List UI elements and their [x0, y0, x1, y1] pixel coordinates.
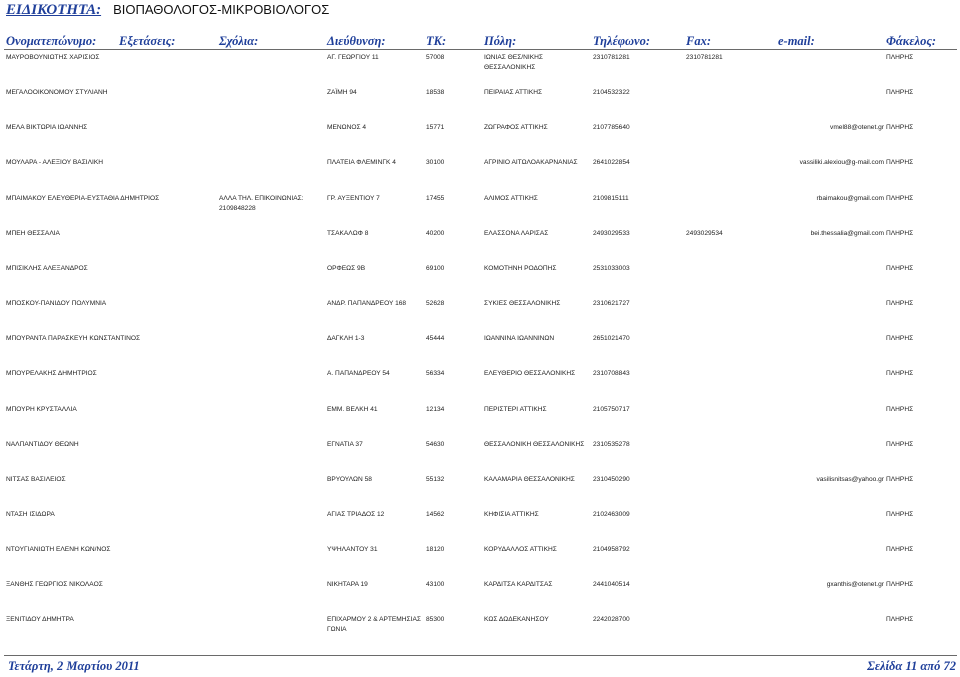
cell-folder: ΠΛΗΡΗΣ: [886, 229, 914, 237]
cell-email: vasilisnitsas@yahoo.gr: [816, 475, 884, 483]
footer-date: Τετάρτη, 2 Μαρτίου 2011: [8, 659, 140, 673]
cell-folder: ΠΛΗΡΗΣ: [886, 264, 914, 272]
cell-folder: ΠΛΗΡΗΣ: [886, 159, 914, 167]
cell-folder: ΠΛΗΡΗΣ: [886, 300, 914, 308]
cell-phone: 2310781281: [593, 54, 630, 61]
cell-folder: ΠΛΗΡΗΣ: [886, 194, 914, 202]
cell-folder: ΠΛΗΡΗΣ: [886, 616, 914, 624]
table-row: [0, 53, 960, 81]
cell-tk: 54630: [426, 440, 445, 448]
cell-tk: 43100: [426, 581, 445, 589]
table-row: [0, 510, 960, 538]
cell-name: ΜΠΟΥΡΑΝΤΑ ΠΑΡΑΣΚΕΥΗ ΚΩΝΣΤΑΝΤΙΝΟΣ: [6, 335, 141, 343]
table-row: [0, 475, 960, 503]
cell-folder: ΠΛΗΡΗΣ: [886, 124, 914, 132]
cell-city: ΖΩΓΡΑΦΟΣ ΑΤΤΙΚΗΣ: [484, 124, 548, 132]
cell-folder: ΠΛΗΡΗΣ: [886, 405, 914, 413]
cell-name: ΜΠΙΣΙΚΛΗΣ ΑΛΕΞΑΝΔΡΟΣ: [6, 264, 88, 272]
cell-phone: 2242028700: [593, 616, 630, 624]
cell-address: ΑΓΙΑΣ ΤΡΙΑΔΟΣ 12: [327, 510, 385, 518]
cell-phone: 2310621727: [593, 300, 630, 308]
cell-city: ΙΩΑΝΝΙΝΑ ΙΩΑΝΝΙΝΩΝ: [484, 335, 555, 343]
cell-address: ΜΕΝΩΝΟΣ 4: [327, 124, 367, 132]
cell-address: ΟΡΦΕΩΣ 9Β: [327, 264, 366, 272]
col-header-email: e-mail:: [778, 34, 815, 48]
cell-fax: 2493029534: [686, 229, 723, 237]
col-header-name: Ονοματεπώνυμο:: [6, 34, 97, 48]
cell-phone: 2310535278: [593, 440, 630, 448]
table-row: [0, 264, 960, 292]
cell-city: ΠΕΡΙΣΤΕΡΙ ΑΤΤΙΚΗΣ: [484, 405, 547, 413]
cell-tk: 85300: [426, 616, 445, 624]
cell-name: ΜΕΛΑ ΒΙΚΤΩΡΙΑ ΙΩΑΝΝΗΣ: [6, 124, 88, 132]
cell-fax: 2310781281: [686, 54, 723, 61]
cell-address: ΕΠΙΧΑΡΜΟΥ 2 & ΑΡΤΕΜΗΣΙΑΣ ΓΩΝΙΑ: [327, 616, 421, 634]
table-row: [0, 229, 960, 257]
table-row: [0, 88, 960, 116]
cell-folder: ΠΛΗΡΗΣ: [886, 89, 914, 97]
cell-tk: 18120: [426, 546, 445, 554]
cell-address: ΠΛΑΤΕΙΑ ΦΛΕΜΙΝΓΚ 4: [327, 159, 396, 167]
cell-phone: 2104532322: [593, 89, 630, 97]
col-header-tk: ΤΚ:: [426, 34, 447, 48]
cell-tk: 18538: [426, 89, 445, 97]
cell-tk: 57008: [426, 54, 445, 61]
table-row: [0, 369, 960, 397]
table-row: [0, 405, 960, 433]
table-row: [0, 158, 960, 186]
footer-divider: [4, 655, 957, 656]
cell-phone: 2105750717: [593, 405, 630, 413]
cell-city: ΚΩΣ ΔΩΔΕΚΑΝΗΣΟΥ: [484, 616, 549, 624]
cell-tk: 45444: [426, 335, 445, 343]
cell-address: ΥΨΗΛΑΝΤΟΥ 31: [327, 546, 378, 554]
table-row: [0, 580, 960, 608]
cell-name: ΞΑΝΘΗΣ ΓΕΩΡΓΙΟΣ ΝΙΚΟΛΑΟΣ: [6, 581, 103, 589]
cell-name: ΝΤΟΥΓΙΑΝΙΩΤΗ ΕΛΕΝΗ ΚΩΝ/ΝΟΣ: [6, 546, 111, 554]
cell-email: vassiliki.alexiou@g-mail.com: [799, 159, 884, 167]
col-header-exams: Εξετάσεις:: [119, 34, 176, 48]
cell-name: ΜΠΕΗ ΘΕΣΣΑΛΙΑ: [6, 229, 60, 237]
cell-city: ΕΛΕΥΘΕΡΙΟ ΘΕΣΣΑΛΟΝΙΚΗΣ: [484, 370, 576, 378]
table-row: [0, 299, 960, 327]
cell-name: ΜΠΟΣΚΟΥ-ΠΑΝΙΔΟΥ ΠΟΛΥΜΝΙΑ: [6, 300, 107, 308]
col-header-address: Διεύθυνση:: [327, 34, 386, 48]
cell-email: vmel88@otenet.gr: [830, 124, 884, 132]
cell-city: ΚΗΦΙΣΙΑ ΑΤΤΙΚΗΣ: [484, 510, 539, 518]
footer-page-number: Σελίδα 11 από 72: [867, 659, 956, 673]
cell-city: ΘΕΣΣΑΛΟΝΙΚΗ ΘΕΣΣΑΛΟΝΙΚΗΣ: [484, 440, 585, 448]
cell-comments: ΑΛΛΑ ΤΗΛ. ΕΠΙΚΟΙΝΩΝΙΑΣ: 2109848228: [219, 194, 304, 212]
table-row: [0, 545, 960, 573]
cell-address: ΓΡ. ΑΥΞΕΝΤΙΟΥ 7: [327, 194, 380, 202]
cell-phone: 2109815111: [593, 194, 629, 202]
cell-city: ΠΕΙΡΑΙΑΣ ΑΤΤΙΚΗΣ: [484, 89, 543, 97]
cell-phone: 2493029533: [593, 229, 630, 237]
cell-phone: 2102463009: [593, 510, 630, 518]
cell-folder: ΠΛΗΡΗΣ: [886, 370, 914, 378]
cell-tk: 69100: [426, 264, 445, 272]
cell-name: ΜΕΓΑΛΟΟΙΚΟΝΟΜΟΥ ΣΤΥΛΙΑΝΗ: [6, 89, 108, 97]
col-header-fax: Fax:: [686, 34, 711, 48]
table-row: [0, 615, 960, 643]
col-header-folder: Φάκελος:: [886, 34, 937, 48]
cell-folder: ΠΛΗΡΗΣ: [886, 440, 914, 448]
cell-phone: 2310450290: [593, 475, 630, 483]
cell-email: bei.thessalia@gmail.com: [810, 229, 884, 237]
cell-address: ΑΓ. ΓΕΩΡΓΙΟΥ 11: [327, 54, 379, 61]
cell-folder: ΠΛΗΡΗΣ: [886, 54, 914, 61]
table-row: [0, 334, 960, 362]
cell-folder: ΠΛΗΡΗΣ: [886, 475, 914, 483]
cell-address: ΝΙΚΗΤΑΡΑ 19: [327, 581, 368, 589]
specialty-value: ΒΙΟΠΑΘΟΛΟΓΟΣ-ΜΙΚΡΟΒΙΟΛΟΓΟΣ: [113, 2, 330, 17]
cell-phone: 2641022854: [593, 159, 630, 167]
cell-folder: ΠΛΗΡΗΣ: [886, 335, 914, 343]
specialty-label: ΕΙΔΙΚΟΤΗΤΑ:: [6, 2, 102, 18]
cell-tk: 40200: [426, 229, 445, 237]
cell-name: ΜΠΟΥΡΗ ΚΡΥΣΤΑΛΛΙΑ: [6, 405, 77, 413]
cell-phone: 2310708843: [593, 370, 630, 378]
cell-city: ΑΓΡΙΝΙΟ ΑΙΤΩΛΟΑΚΑΡΝΑΝΙΑΣ: [484, 159, 578, 167]
table-row: [0, 440, 960, 468]
cell-phone: 2441040514: [593, 581, 630, 589]
cell-address: ΔΑΓΚΛΗ 1-3: [327, 335, 365, 343]
cell-city: ΚΑΛΑΜΑΡΙΑ ΘΕΣΣΑΛΟΝΙΚΗΣ: [484, 475, 575, 483]
col-header-phone: Τηλέφωνο:: [593, 34, 651, 48]
cell-name: ΝΑΛΠΑΝΤΙΔΟΥ ΘΕΩΝΗ: [6, 440, 79, 448]
cell-email: gxanthis@otenet.gr: [826, 581, 884, 589]
cell-name: ΜΠΑΙΜΑΚΟΥ ΕΛΕΥΘΕΡΙΑ-ΕΥΣΤΑΘΙΑ ΔΗΜΗΤΡΙΟΣ: [6, 194, 160, 202]
cell-address: ΑΝΔΡ. ΠΑΠΑΝΔΡΕΟΥ 168: [327, 300, 407, 308]
cell-tk: 30100: [426, 159, 445, 167]
cell-folder: ΠΛΗΡΗΣ: [886, 546, 914, 554]
cell-city: ΚΟΡΥΔΑΛΛΟΣ ΑΤΤΙΚΗΣ: [484, 546, 557, 554]
cell-address: ΖΑΪΜΗ 94: [327, 89, 357, 97]
cell-city: ΑΛΙΜΟΣ ΑΤΤΙΚΗΣ: [484, 194, 538, 202]
col-header-comments: Σχόλια:: [219, 34, 259, 48]
cell-tk: 12134: [426, 405, 445, 413]
table-row: [0, 123, 960, 151]
cell-tk: 14562: [426, 510, 445, 518]
cell-tk: 52628: [426, 300, 445, 308]
cell-city: ΕΛΑΣΣΟΝΑ ΛΑΡΙΣΑΣ: [484, 229, 549, 237]
cell-name: ΝΤΑΣΗ ΙΣΙΔΩΡΑ: [6, 510, 55, 518]
cell-name: ΜΑΥΡΟΒΟΥΝΙΩΤΗΣ ΧΑΡΙΣΙΟΣ: [6, 54, 100, 61]
cell-city: ΙΩΝΙΑΣ ΘΕΣ/ΝΙΚΗΣ ΘΕΣΣΑΛΟΝΙΚΗΣ: [484, 54, 543, 71]
cell-address: ΒΡΥΟΥΛΩΝ 58: [327, 475, 372, 483]
cell-name: ΜΟΥΛΑΡΑ - ΑΛΕΞΙΟΥ ΒΑΣΙΛΙΚΗ: [6, 159, 104, 167]
cell-city: ΚΑΡΔΙΤΣΑ ΚΑΡΔΙΤΣΑΣ: [484, 581, 553, 589]
cell-name: ΜΠΟΥΡΕΛΑΚΗΣ ΔΗΜΗΤΡΙΟΣ: [6, 370, 97, 378]
cell-phone: 2651021470: [593, 335, 630, 343]
cell-address: ΤΣΑΚΑΛΩΦ 8: [327, 229, 369, 237]
cell-tk: 55132: [426, 475, 445, 483]
cell-city: ΣΥΚΙΕΣ ΘΕΣΣΑΛΟΝΙΚΗΣ: [484, 300, 561, 308]
cell-name: ΞΕΝΙΤΙΔΟΥ ΔΗΜΗΤΡΑ: [6, 616, 74, 624]
cell-address: ΕΓΝΑΤΙΑ 37: [327, 440, 363, 448]
cell-tk: 15771: [426, 124, 445, 132]
cell-folder: ΠΛΗΡΗΣ: [886, 581, 914, 589]
cell-email: rbaimakou@gmail.com: [816, 194, 884, 202]
cell-name: ΝΙΤΣΑΣ ΒΑΣΙΛΕΙΟΣ: [6, 475, 66, 483]
cell-address: Α. ΠΑΠΑΝΔΡΕΟΥ 54: [327, 370, 390, 378]
col-header-city: Πόλη:: [484, 34, 517, 48]
cell-folder: ΠΛΗΡΗΣ: [886, 510, 914, 518]
cell-city: ΚΟΜΟΤΗΝΗ ΡΟΔΟΠΗΣ: [484, 264, 557, 272]
cell-phone: 2104958792: [593, 546, 630, 554]
cell-address: ΕΜΜ. ΒΕΛΚΗ 41: [327, 405, 378, 413]
cell-phone: 2531033003: [593, 264, 630, 272]
cell-phone: 2107785640: [593, 124, 630, 132]
cell-tk: 56334: [426, 370, 445, 378]
cell-tk: 17455: [426, 194, 445, 202]
table-row: [0, 194, 960, 222]
